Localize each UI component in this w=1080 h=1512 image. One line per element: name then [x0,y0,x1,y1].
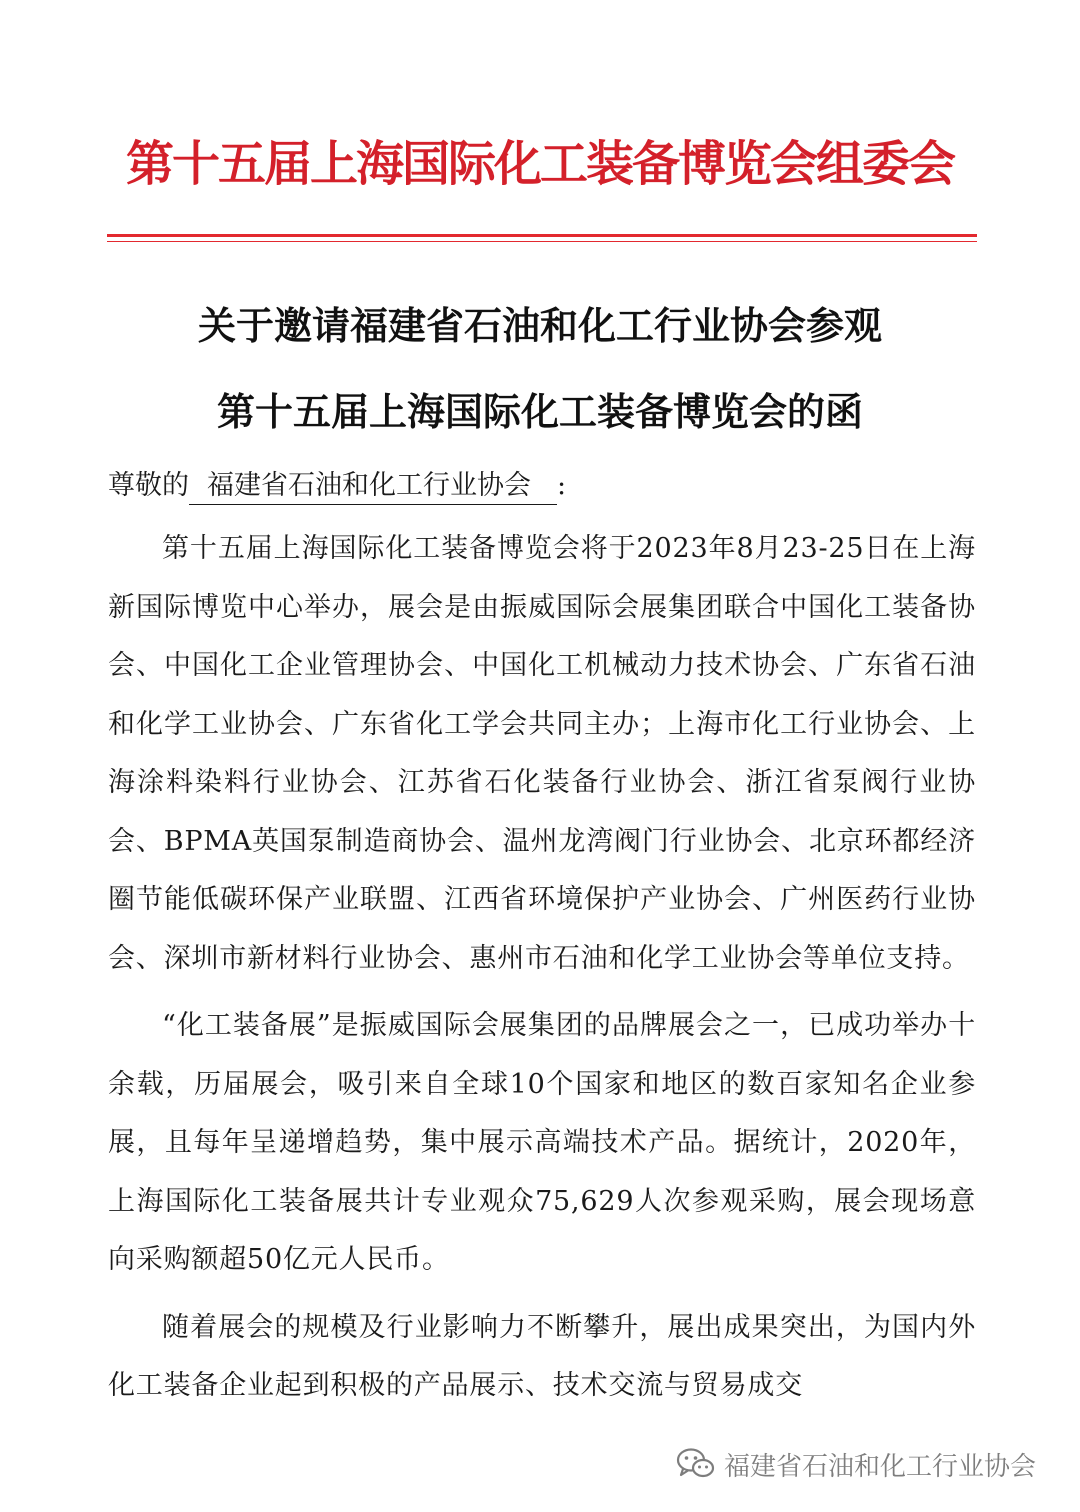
letter-title-line-2: 第十五届上海国际化工装备博览会的函 [216,390,863,434]
letterhead-rule-thin [107,241,977,242]
letter-title-line-1: 关于邀请福建省石油和化工行业协会参观 [197,304,882,348]
letterhead-rule-thick [107,234,977,237]
body-paragraph-1: 第十五届上海国际化工装备博览会将于2023年8月23-25日在上海新国际博览中心举办，展会是由振威国际会展集团联合中国化工装备协会、中国化工企业管理协会、中国化工机械动力技术协会、广东省石油和化学工业协会、广东省化工学会共同主办；上海市化工行业协会、上海涂料染料行业协会、江苏省石化装备行业协会、浙江省泵阀行业协会、BPMA英国泵制造商协会、温州龙湾阀门行业协会、北京环都经济圈节能低碳环保产业联盟、江西省环境保护产业协会、广州医药行业协会、深圳市新材料行业协会、惠州市石油和化学工业协会等单位支持。 [108,533,976,974]
wechat-icon [676,1447,716,1481]
salutation-prefix: 尊敬的 [108,470,189,501]
wechat-watermark [672,1444,1040,1484]
body-paragraph-3: 随着展会的规模及行业影响力不断攀升，展出成果突出，为国内外化工装备企业起到积极的产品展示、技术交流与贸易成交 [108,1311,976,1401]
body-paragraph-2: “化工装备展”是振威国际会展集团的品牌展会之一，已成功举办十余载，历届展会，吸引来自全球10个国家和地区的数百家知名企业参展，且每年呈递增趋势，集中展示高端技术产品。据统计，2020年，上海国际化工装备展共计专业观众75,629人次参观采购，展会现场意向采购额超50亿元人民币。 [108,1010,976,1275]
letter-body [108,520,976,1425]
salutation [108,466,566,506]
salutation-recipient: 福建省石油和化工行业协会 [189,468,557,505]
letterhead-org-name: 第十五届上海国际化工装备博览会组委会 [125,136,954,192]
watermark-text: 福建省石油和化工行业协会 [724,1451,1037,1482]
salutation-colon: : [557,470,567,501]
